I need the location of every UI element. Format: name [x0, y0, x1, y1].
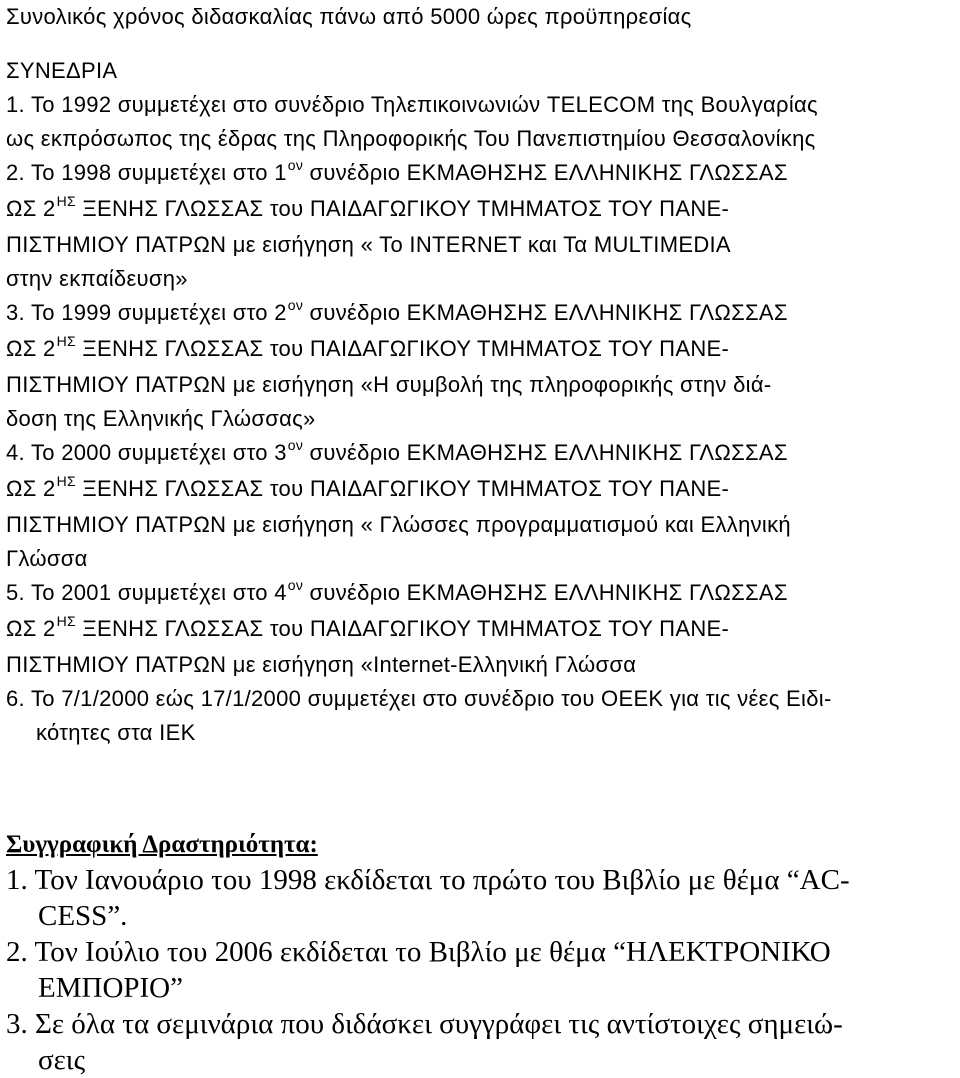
conference-item-2: [6, 156, 956, 296]
superscript: ον: [287, 577, 304, 593]
writing-2-line-1: 2. Τον Ιούλιο του 2006 εκδίδεται το Βιβλίο με θέμα “ΗΛΕΚΤΡΟΝΙΚΟ: [6, 936, 831, 968]
writing-item-2: [6, 934, 956, 1006]
superscript: ον: [287, 437, 304, 453]
writing-activity-heading: Συγγραφική Δραστηριότητα:: [6, 831, 318, 858]
text-part: 4. Το 2000 συμμετέχει στο 3: [6, 440, 287, 465]
writing-1-line-1: 1. Τον Ιανουάριο του 1998 εκδίδεται το πρώτο του Βιβλίο με θέμα “AC-: [6, 864, 850, 896]
conference-5-line-1: [6, 576, 956, 612]
text-part: 2. Το 1998 συμμετέχει στο 1: [6, 160, 287, 185]
superscript: ον: [287, 297, 304, 313]
writing-1-line-2: CESS”.: [38, 900, 128, 932]
conference-3-line-2: [6, 332, 956, 368]
text-part: ΩΣ 2: [6, 196, 56, 221]
text-part: ΩΣ 2: [6, 336, 56, 361]
writing-3-line-2: σεις: [38, 1044, 86, 1076]
superscript: ΗΣ: [56, 333, 76, 349]
superscript: ΗΣ: [56, 613, 76, 629]
conference-5-line-3: ΠΙΣΤΗΜΙΟΥ ΠΑΤΡΩΝ με εισήγηση «Internet-Ελληνική Γλώσσα: [6, 652, 637, 677]
text-part: συνέδριο ΕΚΜΑΘΗΣΗΣ ΕΛΛΗΝΙΚΗΣ ΓΛΩΣΣΑΣ: [303, 160, 788, 185]
text-part: ΞΕΝΗΣ ΓΛΩΣΣΑΣ του ΠΑΙΔΑΓΩΓΙΚΟΥ ΤΜΗΜΑΤΟΣ ΤΟΥ ΠΑΝΕ-: [75, 196, 730, 221]
conference-item-4: [6, 436, 956, 576]
text-part: ΩΣ 2: [6, 476, 56, 501]
conference-1-line-2: ως εκπρόσωπος της έδρας της Πληροφορικής Του Πανεπιστημίου Θεσσαλονίκης: [6, 126, 816, 151]
superscript: ΗΣ: [56, 193, 76, 209]
conference-4-line-1: [6, 436, 956, 472]
text-part: συνέδριο ΕΚΜΑΘΗΣΗΣ ΕΛΛΗΝΙΚΗΣ ΓΛΩΣΣΑΣ: [303, 300, 788, 325]
conference-item-6: [6, 682, 956, 750]
document-page: [6, 0, 956, 1078]
text-part: ΞΕΝΗΣ ΓΛΩΣΣΑΣ του ΠΑΙΔΑΓΩΓΙΚΟΥ ΤΜΗΜΑΤΟΣ ΤΟΥ ΠΑΝΕ-: [75, 476, 730, 501]
conference-2-line-4: στην εκπαίδευση»: [6, 266, 188, 291]
conference-5-line-2: [6, 612, 956, 648]
conference-2-line-3: ΠΙΣΤΗΜΙΟΥ ΠΑΤΡΩΝ με εισήγηση « Το INTERNET και Τα MULTIMEDIA: [6, 232, 731, 257]
text-part: συνέδριο ΕΚΜΑΘΗΣΗΣ ΕΛΛΗΝΙΚΗΣ ΓΛΩΣΣΑΣ: [303, 440, 788, 465]
superscript: ΗΣ: [56, 473, 76, 489]
conference-4-line-2: [6, 472, 956, 508]
text-part: ΩΣ 2: [6, 616, 56, 641]
conferences-heading: ΣΥΝΕΔΡΙΑ: [6, 58, 118, 83]
conference-item-1: [6, 88, 956, 156]
teaching-hours-line: Συνολικός χρόνος διδασκαλίας πάνω από 5000 ώρες προϋπηρεσίας: [6, 4, 692, 29]
text-part: ΞΕΝΗΣ ΓΛΩΣΣΑΣ του ΠΑΙΔΑΓΩΓΙΚΟΥ ΤΜΗΜΑΤΟΣ ΤΟΥ ΠΑΝΕ-: [75, 336, 730, 361]
conference-item-5: [6, 576, 956, 682]
conference-2-line-2: [6, 192, 956, 228]
text-part: 5. Το 2001 συμμετέχει στο 4: [6, 580, 287, 605]
conference-6-line-2: κότητες στα ΙΕΚ: [36, 720, 196, 745]
conference-3-line-4: δοση της Ελληνικής Γλώσσας»: [6, 406, 316, 431]
text-part: 3. Το 1999 συμμετέχει στο 2: [6, 300, 287, 325]
conference-item-3: [6, 296, 956, 436]
conference-3-line-1: [6, 296, 956, 332]
conference-2-line-1: [6, 156, 956, 192]
conference-6-line-1: 6. Το 7/1/2000 εώς 17/1/2000 συμμετέχει στο συνέδριο του ΟΕΕΚ για τις νέες Ειδι-: [6, 686, 832, 711]
writing-item-3: [6, 1006, 956, 1078]
writing-item-1: [6, 862, 956, 934]
text-part: συνέδριο ΕΚΜΑΘΗΣΗΣ ΕΛΛΗΝΙΚΗΣ ΓΛΩΣΣΑΣ: [303, 580, 788, 605]
conference-4-line-3: ΠΙΣΤΗΜΙΟΥ ΠΑΤΡΩΝ με εισήγηση « Γλώσσες προγραμματισμού και Ελληνική: [6, 512, 791, 537]
superscript: ον: [287, 157, 304, 173]
text-part: ΞΕΝΗΣ ΓΛΩΣΣΑΣ του ΠΑΙΔΑΓΩΓΙΚΟΥ ΤΜΗΜΑΤΟΣ ΤΟΥ ΠΑΝΕ-: [75, 616, 730, 641]
conference-4-line-4: Γλώσσα: [6, 546, 88, 571]
writing-2-line-2: ΕΜΠΟΡΙΟ”: [38, 972, 183, 1004]
conference-3-line-3: ΠΙΣΤΗΜΙΟΥ ΠΑΤΡΩΝ με εισήγηση «Η συμβολή της πληροφορικής στην διά-: [6, 372, 772, 397]
conference-1-line-1: 1. Το 1992 συμμετέχει στο συνέδριο Τηλεπικοινωνιών TELECOM της Βουλγαρίας: [6, 92, 818, 117]
writing-3-line-1: 3. Σε όλα τα σεμινάρια που διδάσκει συγγράφει τις αντίστοιχες σημειώ-: [6, 1008, 843, 1040]
